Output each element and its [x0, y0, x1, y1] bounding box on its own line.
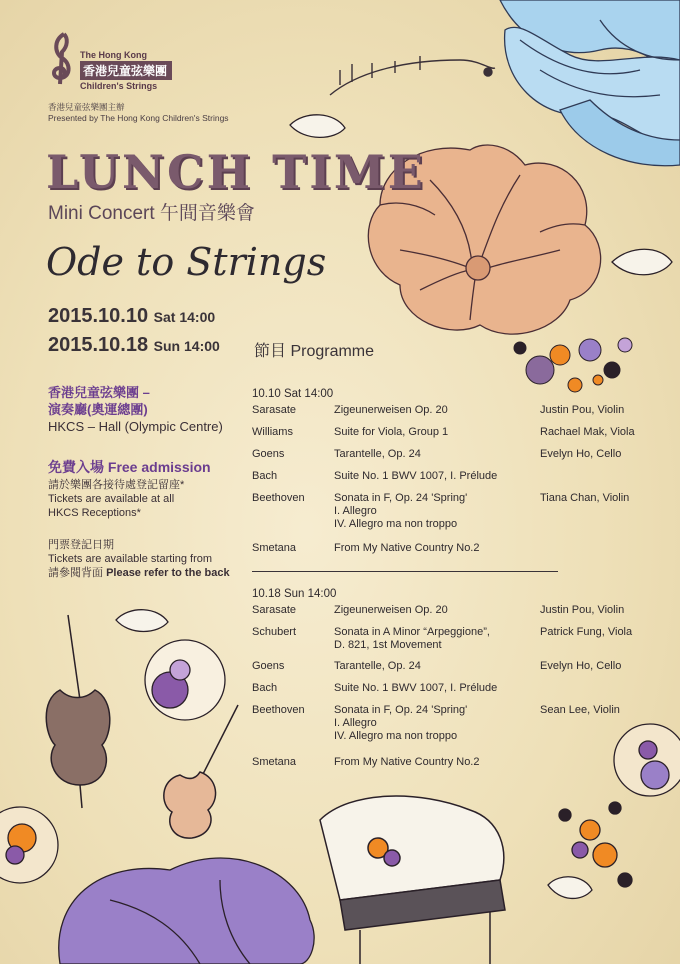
programme-title: 節目 Programme — [254, 343, 375, 360]
programme-row — [252, 404, 625, 426]
programme-row — [252, 542, 480, 562]
performer: Evelyn Ho, Cello — [540, 448, 622, 460]
work-line: Sonata in F, Op. 24 'Spring' — [334, 704, 468, 716]
date-2-date: 2015.10.18 — [48, 334, 149, 356]
composer: Beethoven — [252, 704, 305, 716]
work-line: D. 821, 1st Movement — [334, 639, 442, 651]
refer-zh: 請參閱背面 — [48, 567, 103, 579]
free-admission: 免費入場 Free admission — [48, 459, 211, 475]
work-line: IV. Allegro ma non troppo — [334, 518, 458, 530]
work: Suite No. 1 BWV 1007, I. Prélude — [334, 470, 498, 482]
composer: Sarasate — [252, 604, 297, 616]
logo-line2: 香港兒童弦樂團 — [80, 61, 172, 80]
presented-by — [48, 102, 229, 124]
logo-line1: The Hong Kong — [80, 50, 147, 60]
work-line: I. Allegro — [334, 717, 377, 729]
music-notes-illustration — [330, 56, 495, 95]
registration-zh: 門票登記日期 — [48, 539, 114, 551]
date-1 — [48, 305, 215, 328]
date-2-time: Sun 14:00 — [153, 338, 220, 354]
programme-day-2-header: 10.18 Sun 14:00 — [252, 588, 337, 600]
composer: Schubert — [252, 626, 297, 638]
programme-row — [252, 492, 630, 542]
ticket-info — [48, 478, 184, 520]
programme-row — [252, 660, 622, 682]
ticket-en-2: HKCS Receptions* — [48, 507, 141, 519]
ticket-en-1: Tickets are available at all — [48, 493, 175, 505]
programme-row — [252, 470, 498, 492]
logo-line3: Children's Strings — [80, 81, 158, 91]
logo — [80, 50, 172, 91]
programme-row — [252, 626, 633, 660]
blue-flower-illustration — [500, 0, 680, 166]
programme-row — [252, 682, 498, 704]
date-2 — [48, 334, 220, 357]
refer-en: Please refer to the back — [106, 567, 230, 579]
work: From My Native Country No.2 — [334, 542, 480, 554]
ticket-zh: 請於樂團各接待處登記留座* — [48, 479, 185, 491]
right-flowers-illustration — [559, 724, 680, 887]
composer: Sarasate — [252, 404, 297, 416]
composer: Williams — [252, 426, 293, 438]
work — [334, 626, 534, 652]
work: Tarantelle, Op. 24 — [334, 448, 421, 460]
berries-illustration — [514, 338, 632, 392]
performer: Justin Pou, Violin — [540, 404, 625, 416]
registration-en: Tickets are available starting from — [48, 553, 213, 565]
composer: Bach — [252, 682, 278, 694]
work: From My Native Country No.2 — [334, 756, 480, 768]
composer: Goens — [252, 448, 285, 460]
programme-row — [252, 448, 622, 470]
treble-clef-logo-icon — [46, 30, 80, 86]
programme-day-1-header: 10.10 Sat 14:00 — [252, 388, 334, 400]
composer: Smetana — [252, 756, 297, 768]
programme-day-2 — [252, 588, 633, 776]
presented-en: Presented by The Hong Kong Children's Strings — [48, 113, 229, 123]
piano-illustration — [320, 796, 505, 964]
title-main: LUNCH TIME — [46, 145, 426, 199]
composer: Goens — [252, 660, 285, 672]
composer: Beethoven — [252, 492, 305, 504]
programme-row — [252, 604, 625, 626]
date-1-time: Sat 14:00 — [153, 309, 216, 325]
performer: Patrick Fung, Viola — [540, 626, 633, 638]
work: Suite No. 1 BWV 1007, I. Prélude — [334, 682, 498, 694]
programme-divider — [252, 571, 558, 572]
work: Tarantelle, Op. 24 — [334, 660, 421, 672]
programme-row — [252, 426, 635, 448]
event-title: Ode to Strings — [46, 240, 327, 284]
venue — [48, 384, 223, 435]
work — [334, 704, 534, 743]
venue-zh-2: 演奏廳(奧運總團) — [48, 402, 148, 417]
programme-row — [252, 756, 480, 776]
work: Suite for Viola, Group 1 — [334, 426, 449, 438]
performer: Tiana Chan, Violin — [540, 492, 630, 504]
composer: Bach — [252, 470, 278, 482]
performer: Evelyn Ho, Cello — [540, 660, 622, 672]
work-line: I. Allegro — [334, 505, 377, 517]
registration-info — [48, 538, 230, 580]
date-1-date: 2015.10.10 — [48, 305, 149, 327]
work-line: IV. Allegro ma non troppo — [334, 730, 458, 742]
programme-day-1 — [252, 388, 635, 562]
presented-zh: 香港兒童弦樂團主辦 — [48, 102, 125, 112]
performer: Sean Lee, Violin — [540, 704, 620, 716]
work: Zigeunerweisen Op. 20 — [334, 604, 448, 616]
work: Zigeunerweisen Op. 20 — [334, 404, 448, 416]
title-sub: Mini Concert 午間音樂會 — [48, 203, 255, 224]
performer: Justin Pou, Violin — [540, 604, 625, 616]
registration-refer — [48, 566, 230, 580]
work-line: Sonata in F, Op. 24 'Spring' — [334, 492, 468, 504]
performer: Rachael Mak, Viola — [540, 426, 635, 438]
composer: Smetana — [252, 542, 297, 554]
work-line: Sonata in A Minor “Arpeggione”, — [334, 626, 490, 638]
venue-en: HKCS – Hall (Olympic Centre) — [48, 419, 223, 434]
venue-zh-1: 香港兒童弦樂團 – — [48, 385, 150, 400]
work — [334, 492, 534, 531]
programme-row — [252, 704, 620, 756]
